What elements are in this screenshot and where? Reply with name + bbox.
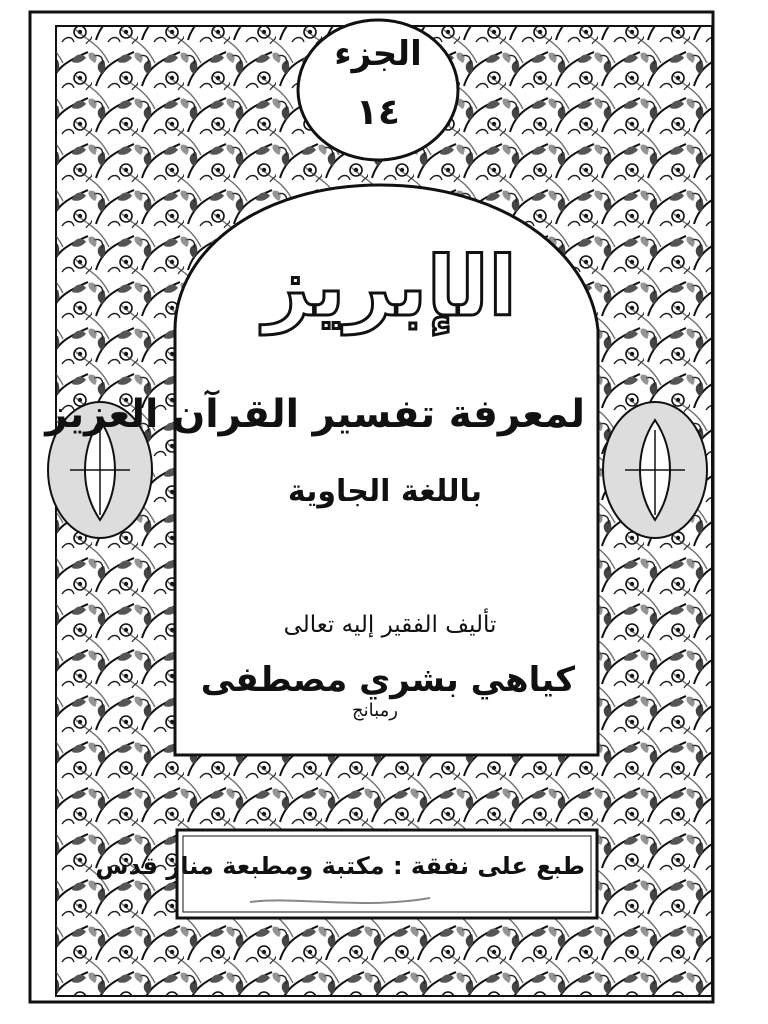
subtitle-line-2: باللغة الجاوية [287,474,483,509]
author-place: رمبانج [352,700,398,721]
book-title: الإبريز [263,240,517,335]
author-name: كياهي بشري مصطفى [200,660,575,700]
volume-number: ١٤ [356,92,400,133]
volume-label: الجزء [334,34,422,74]
publisher-line: طبع على نفقة : مكتبة ومطبعة منار قدس [95,852,585,880]
subtitle-line-1: لمعرفة تفسير القرآن العزيز [45,392,585,437]
author-prefix: تأليف الفقير إليه تعالى [283,612,497,638]
